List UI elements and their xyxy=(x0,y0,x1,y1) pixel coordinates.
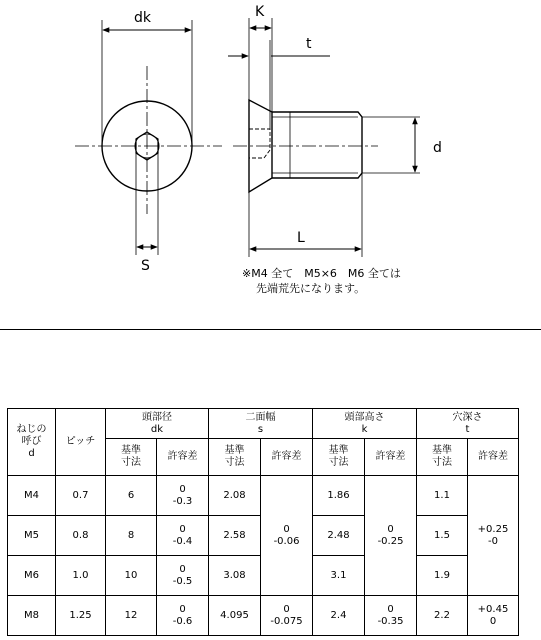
cell-k-tol-merged: 0 -0.25 xyxy=(365,476,417,596)
top-view xyxy=(75,20,222,255)
cell-k: 3.1 xyxy=(313,556,365,596)
side-view xyxy=(228,18,420,257)
cell-pitch: 1.0 xyxy=(56,556,106,596)
cell-dk-tol: 0 -0.4 xyxy=(157,516,209,556)
header-t: 穴深さ t xyxy=(417,409,519,439)
cell-dk: 6 xyxy=(106,476,157,516)
header-tol: 許容差 xyxy=(365,439,417,476)
cell-s-tol-merged: 0 -0.06 xyxy=(261,476,313,596)
cell-t-tol: +0.45 0 xyxy=(468,596,519,636)
s-label: S xyxy=(141,258,150,274)
cell-k: 1.86 xyxy=(313,476,365,516)
cell-s: 4.095 xyxy=(209,596,261,636)
cell-dk: 10 xyxy=(106,556,157,596)
header-std: 基準 寸法 xyxy=(106,439,157,476)
cell-pitch: 0.8 xyxy=(56,516,106,556)
cell-d: M4 xyxy=(8,476,56,516)
d-label: d xyxy=(433,140,442,156)
cell-d: M5 xyxy=(8,516,56,556)
header-s: 二面幅 s xyxy=(209,409,313,439)
note-line-1: ※M4 全て M5×6 M6 全ては xyxy=(242,267,401,280)
cell-s: 3.08 xyxy=(209,556,261,596)
cell-s: 2.58 xyxy=(209,516,261,556)
note-line-2: 先端荒先になります。 xyxy=(256,282,366,295)
cell-k: 2.48 xyxy=(313,516,365,556)
cell-s-tol: 0 -0.075 xyxy=(261,596,313,636)
header-tol: 許容差 xyxy=(157,439,209,476)
table-row xyxy=(8,476,519,516)
cell-pitch: 1.25 xyxy=(56,596,106,636)
cell-k-tol: 0 -0.35 xyxy=(365,596,417,636)
cell-dk: 8 xyxy=(106,516,157,556)
cell-dk: 12 xyxy=(106,596,157,636)
header-k: 頭部高さ k xyxy=(313,409,417,439)
cell-t: 1.1 xyxy=(417,476,468,516)
header-thread-name: ねじの 呼び d xyxy=(8,409,56,476)
cell-d: M8 xyxy=(8,596,56,636)
cell-t: 2.2 xyxy=(417,596,468,636)
section-divider xyxy=(0,329,541,330)
screw-shank xyxy=(272,112,362,178)
cell-t-tol-merged: +0.25 -0 xyxy=(468,476,519,596)
dk-label: dk xyxy=(134,10,151,26)
cell-s: 2.08 xyxy=(209,476,261,516)
l-label: L xyxy=(297,230,305,246)
cell-dk-tol: 0 -0.5 xyxy=(157,556,209,596)
cell-k: 2.4 xyxy=(313,596,365,636)
t-label: t xyxy=(306,36,312,52)
header-dk: 頭部径 dk xyxy=(106,409,209,439)
header-tol: 許容差 xyxy=(468,439,519,476)
cell-t: 1.9 xyxy=(417,556,468,596)
header-pitch: ピッチ xyxy=(56,409,106,476)
cell-pitch: 0.7 xyxy=(56,476,106,516)
header-tol: 許容差 xyxy=(261,439,313,476)
spec-table xyxy=(7,408,519,636)
cell-t: 1.5 xyxy=(417,516,468,556)
header-std: 基準 寸法 xyxy=(209,439,261,476)
cell-dk-tol: 0 -0.6 xyxy=(157,596,209,636)
cell-dk-tol: 0 -0.3 xyxy=(157,476,209,516)
cell-d: M6 xyxy=(8,556,56,596)
k-label: K xyxy=(255,4,265,20)
header-std: 基準 寸法 xyxy=(417,439,468,476)
header-std: 基準 寸法 xyxy=(313,439,365,476)
hidden-socket xyxy=(249,129,270,158)
table-row xyxy=(8,596,519,636)
